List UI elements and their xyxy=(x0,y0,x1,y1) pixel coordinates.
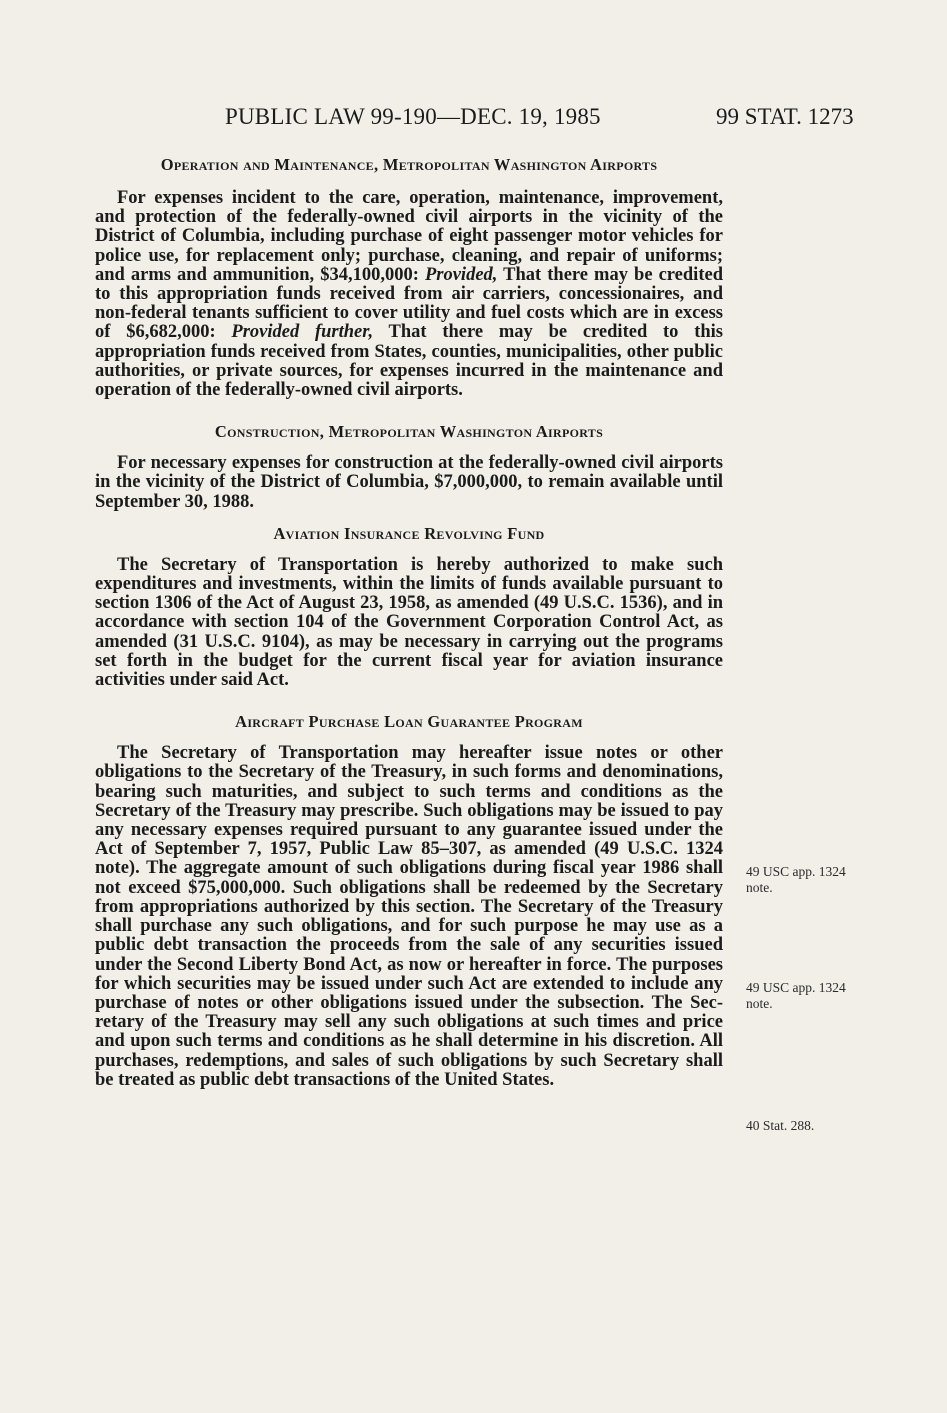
margin-note-line: note. xyxy=(746,880,773,895)
running-head: PUBLIC LAW 99-190—DEC. 19, 1985 xyxy=(225,104,601,129)
section-paragraph-aircraft-loan-guarantee: The Secretary of Transportation may hereafter issue notes or other obligations to the Secretary of the Treasury, in such forms and denominations, bearing such maturities, and subject to such terms and conditions as the Secretary of the Treasury may prescribe. Such obligations may be issued to pay any necessary expenses required pursuant to any guarantee issued under the Act of September 7, 1957, Public Law 85–307, as amended (49 U.S.C. 1324 note). The aggregate amount of such obligations during fiscal year 1986 shall not exceed $75,000,000. Such obligations shall be redeemed by the Secretary from appropriations authorized by this section. The Secretary of the Treasury shall purchase any such obligations, and for such purpose he may use as a public debt transaction the proceeds from the sale of any securities issued under the Second Liberty Bond Act, as now or hereafter in force. The purposes for which securities may be issued under such Act are extended to include any purchase of notes or other obligations issued under the subsection. The Secretary of the Treasury may sell any such obligations at such times and price and upon such terms and conditions as he shall determine in his discretion. All purchases, redemptions, and sales of such obligations by such Secretary shall be treated as public debt transactions of the United States. xyxy=(95,743,723,1090)
margin-note-citation xyxy=(746,980,886,1012)
margin-note-citation xyxy=(746,1118,886,1134)
section-paragraph-aviation-insurance: The Secretary of Transportation is hereby authorized to make such expenditures and investments, within the limits of funds available pursuant to section 1306 of the Act of August 23, 1958, as amended (49 U.S.C. 1536), and in accordance with section 104 of the Government Corporation Control Act, as amended (31 U.S.C. 9104), as may be necessary in carrying out the programs set forth in the budget for the current fiscal year for aviation insurance activities under said Act. xyxy=(95,554,723,691)
margin-note-line: 40 Stat. 288. xyxy=(746,1118,815,1133)
paragraph-text-part: That there may be credited to this appropriation funds received from air carriers, concessionaires, and non-federal tenants sufficient to cover utility and fuel costs which are in excess of $6,682,000: xyxy=(95,264,723,343)
page-reference: 99 STAT. 1273 xyxy=(716,104,854,129)
section-heading-aviation-insurance: Aviation Insurance Revolving Fund xyxy=(273,523,545,543)
provided-italic: Provided, xyxy=(424,264,498,285)
section-heading-operation-maintenance: Operation and Maintenance, Metropolitan Washington Airports xyxy=(160,155,658,174)
body-column xyxy=(95,155,723,1090)
section-paragraph-construction: For necessary expenses for construction at the federally-owned civil airports in the vicinity of the District of Columbia, $7,000,000, to remain available until September 30, 1988. xyxy=(95,453,723,512)
margin-note-line: 49 USC app. 1324 xyxy=(746,864,846,879)
section-heading-construction: Construction, Metropolitan Washington Airports xyxy=(214,422,604,442)
margin-note-line: note. xyxy=(746,996,773,1011)
provided-further-italic: Provided further, xyxy=(231,322,374,343)
page-header xyxy=(0,104,947,138)
paragraph-text-part: For expenses incident to the care, operation, maintenance, improvement, and protection of the federally-owned civil airports in the vicinity of the District of Columbia, including purchase of eight passenger motor vehicles for police use, for replacement only; purchase, cleaning, and repair of uniforms; and arms and ammunition, $34,100,000: xyxy=(95,188,723,285)
paragraph-text-part: That there may be credited to this appropriation funds received from States, counties, municipalities, other public authorities, or private sources, for expenses incurred in the maintenance and operation of the federally-owned civil airports. xyxy=(95,322,723,401)
margin-note-citation xyxy=(746,864,886,896)
section-paragraph-operation-maintenance xyxy=(95,189,723,400)
margin-note-line: 49 USC app. 1324 xyxy=(746,980,846,995)
section-heading-aircraft-loan-guarantee: Aircraft Purchase Loan Guarantee Program xyxy=(235,712,583,732)
